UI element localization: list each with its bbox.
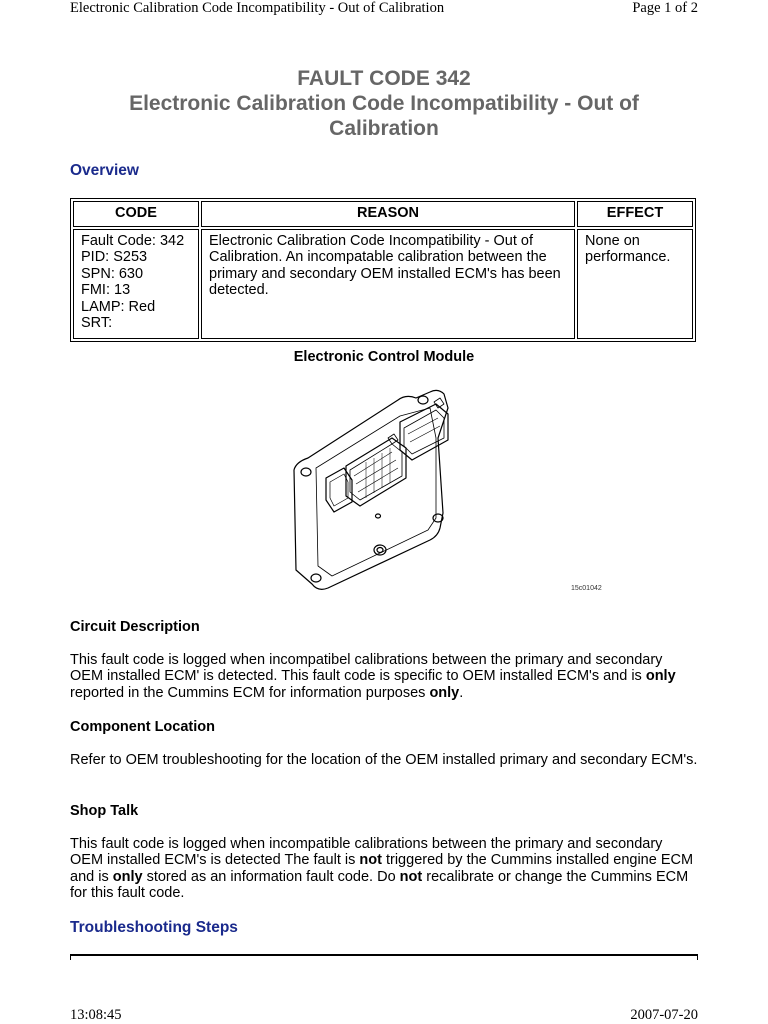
code-line-fmi: FMI: 13 [81, 282, 131, 299]
shop-text-bold-1: not [359, 852, 382, 869]
header-doc-title: Electronic Calibration Code Incompatibility - Out of Calibration [70, 0, 445, 16]
table-header-effect: EFFECT [577, 201, 693, 227]
section-divider [70, 954, 698, 956]
shop-text-part-2: triggered by the Cummins installed engine ECM and is [70, 852, 694, 885]
footer-time: 13:08:45 [70, 1007, 122, 1023]
troubleshooting-steps-heading: Troubleshooting Steps [70, 919, 238, 936]
shop-talk-text [70, 836, 698, 902]
title-line-1: FAULT CODE 342 [297, 67, 471, 90]
table-header-reason: REASON [201, 201, 575, 227]
circuit-text-bold-1: only [645, 668, 676, 685]
footer-date: 2007-07-20 [630, 1007, 698, 1023]
circuit-text-part-1: This fault code is logged when incompatibel calibrations between the primary and secondary OEM installed ECM' is detected. This fault code is specific to OEM installed ECM's and is [70, 652, 663, 685]
shop-text-part-4: recalibrate or change the Cummins ECM for this fault code. [70, 868, 689, 902]
code-line-lamp: LAMP: Red [81, 298, 156, 315]
code-line-fault-code: Fault Code: 342 [81, 233, 185, 249]
code-line-pid: PID: S253 [81, 249, 148, 266]
shop-talk-heading: Shop Talk [70, 803, 139, 819]
figure-id: 15c01042 [571, 585, 602, 592]
table-row [73, 229, 693, 339]
title-line-3: Calibration [329, 117, 439, 140]
code-line-spn: SPN: 630 [81, 265, 144, 282]
overview-heading: Overview [70, 162, 139, 179]
circuit-text-part-3: . [459, 684, 464, 701]
title-line-2: Electronic Calibration Code Incompatibility - Out of [129, 92, 639, 115]
ecm-illustration [288, 378, 600, 596]
shop-text-bold-2: only [112, 868, 143, 885]
figure-caption: Electronic Control Module [293, 349, 475, 365]
shop-text-bold-3: not [399, 868, 423, 885]
component-location-heading: Component Location [70, 719, 215, 735]
table-header-code: CODE [73, 201, 199, 227]
circuit-text-bold-2: only [429, 684, 460, 701]
page-title [70, 66, 698, 141]
code-line-srt: SRT: [81, 315, 113, 332]
component-location-text: Refer to OEM troubleshooting for the location of the OEM installed primary and secondary ECM's. [70, 752, 698, 768]
circuit-description-heading: Circuit Description [70, 619, 200, 635]
circuit-text-part-2: reported in the Cummins ECM for information purposes [70, 684, 430, 701]
reason-cell: Electronic Calibration Code Incompatibility - Out of Calibration. An incompatable calibration between the primary and secondary OEM installed ECM's has been detected. [201, 229, 575, 339]
code-cell [73, 229, 199, 339]
fault-code-table [70, 198, 696, 342]
circuit-description-text [70, 652, 698, 701]
shop-text-part-1: This fault code is logged when incompatible calibrations between the primary and secondary OEM installed ECM's is detected The fault is [70, 836, 663, 869]
header-page-number: Page 1 of 2 [632, 0, 698, 16]
shop-text-part-3: stored as an information fault code. Do [142, 868, 400, 885]
effect-cell: None on performance. [577, 229, 693, 339]
